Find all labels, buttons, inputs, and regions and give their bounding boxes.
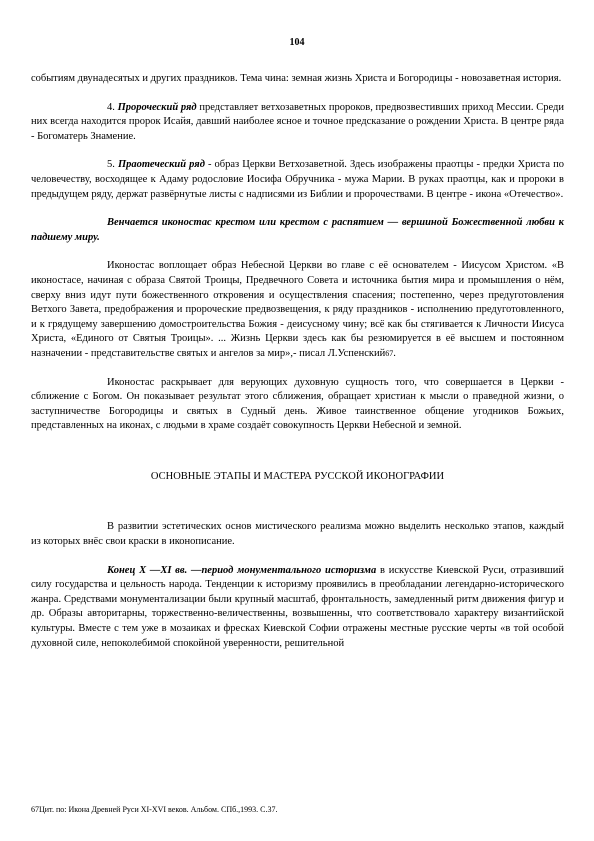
footnote xyxy=(31,805,564,815)
footnote-text: Цит. по: Икона Древней Руси XI-XVI веков. Альбом. СПб.,1993. С.37. xyxy=(39,805,278,814)
section-heading: ОСНОВНЫЕ ЭТАПЫ И МАСТЕРА РУССКОЙ ИКОНОГРАФИИ xyxy=(150,470,445,482)
item-number: 5. xyxy=(107,159,118,171)
body-text xyxy=(31,72,564,651)
iconostasis-text: Иконостас воплощает образ Небесной Церкви во главе с её основателем - Иисусом Христом. «В иконостасе, начиная с образа Святой Троицы, Предвечного Совета и источника бытия мира и промышления о нём, сверху вниз идут пути божественного откровения и осуществления спасения; постепенно, через предуготовления Ветхого Завета, предображения и пророческие предвозвещения, к ряду праздников - исполнению предуготовленного, и к грядущему завершению домостроительства Божия - деисусному чину; всё как бы стягивается к Личности Иисуса Христа, «Единого от Святыя Троицы». ... Жизнь Церкви здесь как бы резюмируется в её высшем и постоянном назначении - представительстве святых и ангелов за мир»,- писал Л.Успенский xyxy=(31,260,564,359)
text-monumental: в искусстве Киевской Руси, отразивший силу государства и цельность народа. Тенденции к историзму проявились в преобладании легендарно-исторического жанра. Средствами монументализации были крупный масштаб, фронтальность, замедленный ритм движения фигур и др. Образы авторитарны, торжественно-величественны, возвышенны, что соответствовало характеру византийской культуры. Вместе с тем уже в мозаиках и фресках Киевской Софии отражены местные русские черты «в той особой духовной силе, непоколебимой спокойной уверенности, решительной xyxy=(31,564,565,649)
text-forefathers: - образ Церкви Ветхозаветной. Здесь изображены праотцы - предки Христа по человечеству, восходящее к Адаму родословие Иосифа Обручника - мужа Марии. В руках праотцы, как и пророки в предыдущем ряду, держат развёрнутые листы с надписями из Библии и пророчествами. В центре - икона «Отечество». xyxy=(31,159,564,200)
term-monumental: Конец X —XI вв. —период монументального историзма xyxy=(107,564,377,576)
term-forefathers: Праотеческий ряд xyxy=(117,159,205,171)
page-number: 104 xyxy=(289,37,305,48)
paragraph-1: событиям двунадесятых и других праздников. Тема чина: земная жизнь Христа и Богородицы - новозаветная история. xyxy=(31,73,562,84)
paragraph-forefathers xyxy=(31,158,564,202)
paragraph-monumental xyxy=(31,564,564,652)
paragraph-prophets xyxy=(31,101,564,145)
text-prophets: представляет ветхозаветных пророков, предвозвестивших приход Мессии. Среди них всегда находится пророк Исайя, давший наиболее ясное и точное предсказание о рождении Христа. В центре ряда - Богоматерь Знамение. xyxy=(31,101,564,142)
paragraph-iconostasis xyxy=(31,259,564,361)
iconostasis-end: . xyxy=(393,347,396,359)
item-number: 4. xyxy=(107,101,118,113)
footnote-reference: 67 xyxy=(385,348,394,358)
paragraph-meaning: Иконостас раскрывает для верующих духовную сущность того, что совершается в Церкви - сближение с Богом. Он показывает результат этого сближения, обращает христиан к мысли о праведной жизни, о заступничестве Богородицы и святых в Судный день. Живое таинственное общение угодников Божьих, представленных на иконах, с людьми в храме создаёт совокупность Церкви Небесной и земной. xyxy=(31,376,564,432)
term-prophets: Пророческий ряд xyxy=(117,101,197,113)
paragraph-cross: Венчается иконостас крестом или крестом с распятием — вершиной Божественной любви к падшему миру. xyxy=(31,217,564,243)
footnote-number: 67 xyxy=(31,805,39,814)
paragraph-stages: В развитии эстетических основ мистического реализма можно выделить несколько этапов, каждый из которых внёс свои краски в иконописание. xyxy=(31,521,564,548)
